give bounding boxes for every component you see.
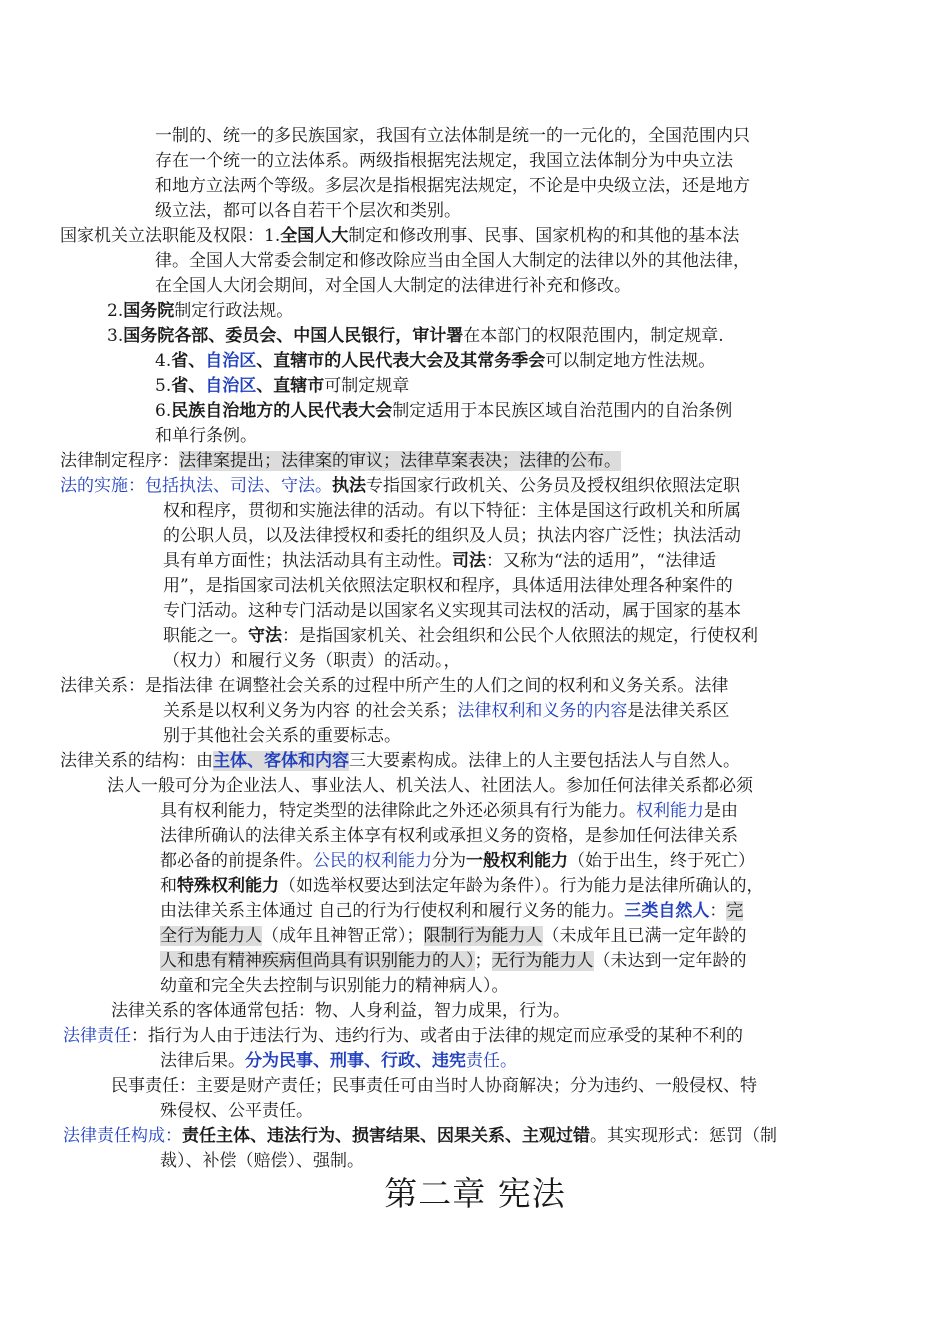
text: ；: [474, 951, 492, 971]
bold-term: 守法: [248, 626, 282, 646]
text-line: [111, 1074, 757, 1098]
text-line: [160, 949, 747, 973]
text: 法律关系的客体通常包括：物、人身利益，智力成果，行为。: [111, 1001, 570, 1021]
text: 幼童和完全失去控制与识别能力的精神病人）。: [160, 976, 509, 996]
text-line: [155, 124, 750, 148]
text: 法律制定程序：: [60, 451, 179, 471]
text-line: [160, 1099, 313, 1123]
text: 由法律关系主体通过 自己的行为行使权利和履行义务的能力。: [160, 901, 625, 921]
text-line: [160, 849, 755, 873]
text: 6.: [155, 401, 172, 421]
text-line: [160, 824, 738, 848]
text-line: [163, 649, 461, 673]
text: 殊侵权、公平责任。: [160, 1101, 313, 1121]
text-line: [163, 549, 716, 573]
text: （成年且神智正常）；: [262, 926, 424, 946]
highlighted-text: 全行为能力人: [160, 926, 262, 946]
bold-term: 执法: [332, 476, 366, 496]
text: 分为: [432, 851, 466, 871]
text: 4.: [155, 351, 172, 371]
bold-term: 省、: [171, 376, 206, 396]
bold-term: 省、: [171, 351, 206, 371]
bold-term: 全国人大: [280, 226, 349, 246]
text-line: [155, 424, 257, 448]
text: 是法律关系区: [627, 701, 730, 721]
list-item: [107, 299, 293, 323]
text: （未达到一定年龄的: [593, 951, 747, 971]
text-line: [155, 249, 750, 273]
text: 制定和修改刑事、民事、国家机构的和其他的基本法: [348, 226, 740, 246]
bold-term: 国务院各部、委员会、中国人民银行，审计署: [123, 326, 464, 346]
object-line: [111, 999, 570, 1023]
text-line: [155, 274, 631, 298]
blue-term: 三类自然人: [624, 901, 710, 921]
bold-term: 责任主体、违法行为、损害结果、因果关系、主观过错: [182, 1126, 590, 1146]
text-line: [155, 199, 461, 223]
text: 民事责任：主要是财产责任；民事责任可由当时人协商解决；分为违约、一般侵权、特: [111, 1076, 757, 1096]
text: 关系是以权利义务为内容 的社会关系；: [163, 701, 458, 721]
text: 可以制定地方性法规。: [545, 351, 716, 371]
bold-term: 国务院: [123, 301, 175, 321]
text: 3.: [107, 326, 124, 346]
text: 和: [160, 876, 177, 896]
text-line: [160, 899, 743, 923]
text: （始于出生，终于死亡）: [568, 851, 755, 871]
text: 存在一个统一的立法体系。两级指根据宪法规定，我国立法体制分为中央立法: [155, 151, 733, 171]
text: 裁）、补偿（赔偿）、强制。: [160, 1151, 364, 1171]
list-item: [107, 324, 724, 348]
text: 专指国家行政机关、公务员及授权组织依照法定职: [366, 476, 740, 496]
text: 职能之一。: [163, 626, 248, 646]
blue-term: 法律权利和义务的内容: [457, 701, 628, 721]
text: （如选举权要达到法定年龄为条件）。行为能力是法律所确认的，: [279, 876, 764, 896]
text-line: [155, 149, 733, 173]
structure-line: [60, 749, 740, 773]
text-line: [107, 774, 753, 798]
text: 。其实现形式：惩罚（制: [590, 1126, 777, 1146]
bold-term: 、直辖市的人民代表大会及其常务季会: [256, 351, 546, 371]
highlighted-text: 完: [726, 901, 744, 921]
blue-term: 权利能力: [636, 801, 704, 821]
text-line: [160, 1149, 364, 1173]
text: ：: [709, 901, 727, 921]
text: 5.: [155, 376, 172, 396]
text-line: [160, 1049, 517, 1073]
list-item: [155, 349, 715, 373]
highlighted-text: 限制行为能力人: [423, 926, 543, 946]
text: 是由: [704, 801, 738, 821]
procedure-line: [60, 449, 621, 473]
text: 法人一般可分为企业法人、事业法人、机关法人、社团法人。参加任何法律关系都必须: [107, 776, 753, 796]
text-line: [163, 574, 733, 598]
text: 法律关系：是指法律 在调整社会关系的过程中所产生的人们之间的权利和义务关系。法律: [60, 676, 729, 696]
blue-term: 公民的权利能力: [313, 851, 432, 871]
legal-relation-line: [60, 674, 728, 698]
text: ：指行为人由于违法行为、违约行为、或者由于法律的规定而应承受的某种不利的: [131, 1026, 743, 1046]
text-line: [155, 174, 750, 198]
bold-term: 特殊权利能力: [177, 876, 279, 896]
text-line: [160, 924, 747, 948]
text: 一制的、统一的多民族国家，我国有立法体制是统一的一元化的，全国范围内只: [155, 126, 750, 146]
text: 制定行政法规。: [174, 301, 294, 321]
bold-term: 一般权利能力: [466, 851, 568, 871]
text-line: [160, 874, 764, 898]
highlighted-text: 法律案提出；法律案的审议；法律草案表决；法律的公布。: [179, 451, 621, 471]
highlighted-term: 主体、客体和内容: [213, 751, 349, 771]
text: 和单行条例。: [155, 426, 257, 446]
text: 国家机关立法职能及权限：1.: [60, 226, 281, 246]
implementation-line: [60, 474, 740, 498]
text: ：又称为“法的适用”，“法律适: [486, 551, 717, 571]
text: 权和程序，贯彻和实施法律的活动。有以下特征：主体是国这行政机关和所属: [163, 501, 741, 521]
chapter-heading: 第二章 宪法: [384, 1174, 566, 1213]
text: 具有单方面性；执法活动具有主动性。: [163, 551, 452, 571]
text-line: [160, 799, 738, 823]
text: 2.: [107, 301, 124, 321]
blue-term: 法的实施：包括执法、司法、守法。: [60, 476, 332, 496]
blue-term: 法律责任: [63, 1026, 131, 1046]
blue-term: 分为民事、刑事、行政、违宪: [245, 1051, 466, 1071]
text-line: [163, 524, 741, 548]
text: （未成年且已满一定年龄的: [542, 926, 747, 946]
blue-term: 自治区: [205, 376, 257, 396]
text: 专门活动。这种专门活动是以国家名义实现其司法权的活动，属于国家的基本: [163, 601, 741, 621]
text: （权力）和履行义务（职责）的活动。，: [163, 651, 461, 671]
highlighted-text: 无行为能力人: [491, 951, 594, 971]
text: 级立法，都可以各自若干个层次和类别。: [155, 201, 461, 221]
text: 的公职人员，以及法律授权和委托的组织及人员；执法内容广泛性；执法活动: [163, 526, 741, 546]
blue-term: 法律责任构成：: [63, 1126, 182, 1146]
bold-term: 司法: [452, 551, 486, 571]
text: 法律后果。: [160, 1051, 245, 1071]
text: 具有权利能力，特定类型的法律除此之外还必须具有行为能力。: [160, 801, 636, 821]
text: 在本部门的权限范围内，制定规章.: [463, 326, 724, 346]
text: 可制定规章: [324, 376, 410, 396]
text: 三大要素构成。法律上的人主要包括法人与自然人。: [349, 751, 740, 771]
text-line: [160, 974, 509, 998]
text: ：是指国家机关、社会组织和公民个人依照法的规定，行使权利: [282, 626, 758, 646]
text: 制定适用于本民族区域自治范围内的自治条例: [392, 401, 733, 421]
text-line: [163, 699, 729, 723]
liability-elements-line: [63, 1124, 777, 1148]
highlighted-text: 人和患有精神疾病但尚具有识别能力的人）: [160, 951, 475, 971]
liability-line: [63, 1024, 743, 1048]
text: 都必备的前提条件。: [160, 851, 313, 871]
bold-term: 民族自治地方的人民代表大会: [171, 401, 393, 421]
text-line: [163, 599, 741, 623]
list-item: [155, 374, 409, 398]
text: 律。全国人大常委会制定和修改除应当由全国人大制定的法律以外的其他法律，: [155, 251, 750, 271]
text: 别于其他社会关系的重要标志。: [163, 726, 401, 746]
text: 法律所确认的法律关系主体享有权利或承担义务的资格，是参加任何法律关系: [160, 826, 738, 846]
text: 法律关系的结构：由: [60, 751, 213, 771]
text: 用”，是指国家司法机关依照法定职权和程序，具体适用法律处理各种案件的: [163, 576, 733, 596]
blue-term: 责任。: [466, 1051, 517, 1071]
legislative-powers-line: [60, 224, 739, 248]
blue-term: 自治区: [205, 351, 257, 371]
text-line: [163, 499, 741, 523]
bold-term: 、直辖市: [256, 376, 325, 396]
text: 在全国人大闭会期间，对全国人大制定的法律进行补充和修改。: [155, 276, 631, 296]
text-line: [163, 724, 401, 748]
list-item: [155, 399, 732, 423]
text: 和地方立法两个等级。多层次是指根据宪法规定，不论是中央级立法，还是地方: [155, 176, 750, 196]
text-line: [163, 624, 758, 648]
